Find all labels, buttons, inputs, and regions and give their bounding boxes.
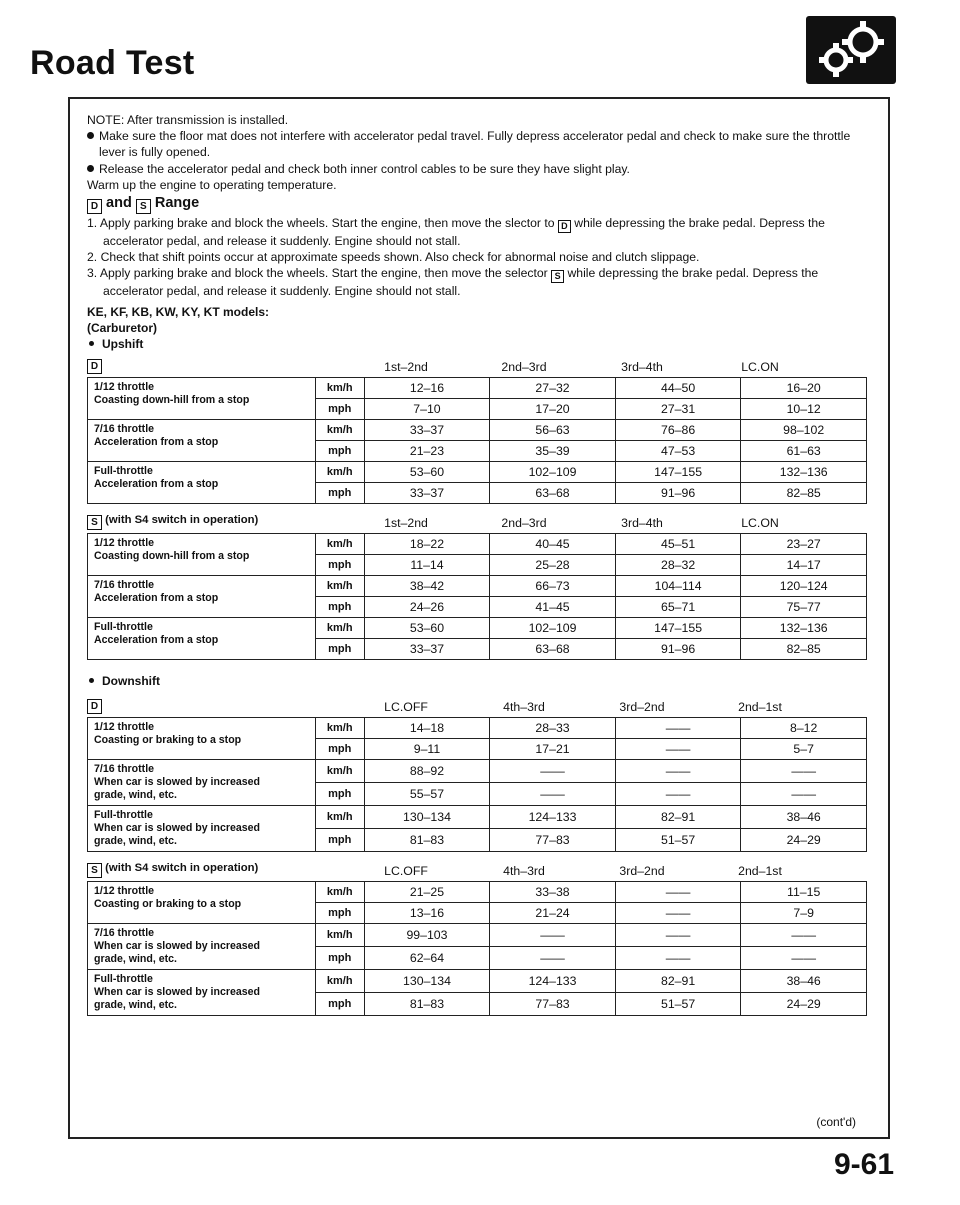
table-row [88,618,867,639]
condition-line: grade, wind, etc. [94,789,178,802]
section-label [87,514,347,530]
s-position-icon: S [136,199,151,214]
value-cell: —— [615,739,741,760]
value-cell: 14–18 [364,718,490,739]
value-cell: 9–11 [364,739,490,760]
unit-cell: mph [315,947,364,970]
condition-line: 1/12 throttle [94,721,155,734]
value-cell: 51–57 [615,829,741,852]
column-header: 1st–2nd [384,360,428,375]
value-cell: 12–16 [364,378,490,399]
column-header-row [87,858,879,878]
step-number: 2. [87,250,101,265]
unit-cell: km/h [315,378,364,399]
column-header: LC.ON [741,360,779,375]
value-cell: 102–109 [490,462,616,483]
value-cell: 24–29 [741,993,867,1016]
condition-line: 7/16 throttle [94,763,155,776]
position-s-icon: S [551,270,564,283]
value-cell: 44–50 [615,378,741,399]
table-row [88,718,867,739]
value-cell: 55–57 [364,783,490,806]
value-cell: 147–155 [615,618,741,639]
unit-cell: km/h [315,534,364,555]
column-header: 2nd–3rd [501,516,547,531]
position-d-icon: D [558,220,571,233]
unit-cell: mph [315,639,364,660]
table-row [88,576,867,597]
value-cell: —— [615,924,741,947]
downshift-d-section [87,694,879,852]
downshift-s-section [87,858,879,1016]
upshift-d-section [87,354,879,504]
condition-line: Full-throttle [94,621,153,634]
table-row [88,760,867,783]
step-number: 1. [87,216,100,231]
condition-line: grade, wind, etc. [94,999,178,1012]
condition-line: Full-throttle [94,973,153,986]
table-row [88,806,867,829]
range-s-icon: S [87,515,102,530]
unit-cell: km/h [315,618,364,639]
value-cell: 63–68 [490,639,616,660]
value-cell: 33–37 [364,639,490,660]
value-cell: 77–83 [490,993,616,1016]
value-cell: 99–103 [364,924,490,947]
value-cell: 21–23 [364,441,490,462]
table-row [88,420,867,441]
value-cell: 11–15 [741,882,867,903]
value-cell: —— [490,924,616,947]
value-cell: 91–96 [615,639,741,660]
condition-cell [88,760,316,806]
value-cell: —— [490,783,616,806]
value-cell: 47–53 [615,441,741,462]
table-row [88,970,867,993]
condition-cell [88,924,316,970]
upshift-s-section [87,510,879,660]
value-cell: 56–63 [490,420,616,441]
condition-line: When car is slowed by increased [94,940,261,953]
value-cell: 14–17 [741,555,867,576]
continued-label: (cont'd) [816,1115,856,1129]
column-header: 3rd–4th [621,360,663,375]
value-cell: 91–96 [615,483,741,504]
condition-line: Full-throttle [94,809,153,822]
section-label [87,862,347,878]
value-cell: 27–31 [615,399,741,420]
value-cell: 82–91 [615,806,741,829]
value-cell: 104–114 [615,576,741,597]
condition-line: When car is slowed by increased [94,986,261,999]
value-cell: 98–102 [741,420,867,441]
unit-cell: km/h [315,970,364,993]
value-cell: 17–21 [490,739,616,760]
condition-cell [88,718,316,760]
condition-line: grade, wind, etc. [94,953,178,966]
table-row [88,882,867,903]
value-cell: 66–73 [490,576,616,597]
value-cell: 82–85 [741,483,867,504]
column-header-row [87,354,879,374]
procedure-steps [87,215,879,300]
value-cell: 40–45 [490,534,616,555]
column-header: LC.OFF [384,864,428,879]
section-label [87,358,347,374]
unit-cell: km/h [315,924,364,947]
unit-cell: km/h [315,882,364,903]
value-cell: —— [741,783,867,806]
value-cell: 27–32 [490,378,616,399]
section-label-text: (with S4 switch in operation) [102,862,259,875]
value-cell: 130–134 [364,806,490,829]
value-cell: 62–64 [364,947,490,970]
condition-cell [88,378,316,420]
value-cell: —— [615,903,741,924]
value-cell: 38–46 [741,970,867,993]
column-header-row [87,694,879,714]
condition-line: When car is slowed by increased [94,776,261,789]
value-cell: 53–60 [364,618,490,639]
condition-line: Coasting down-hill from a stop [94,394,250,407]
value-cell: 124–133 [490,970,616,993]
step-text: while depressing the brake pedal. Depress the accelerator pedal, and release it suddenly. Engine should not stall. [103,266,819,299]
table-row [88,534,867,555]
warm-up-line: Warm up the engine to operating temperature. [87,177,337,192]
value-cell: 11–14 [364,555,490,576]
value-cell: 16–20 [741,378,867,399]
condition-line: 1/12 throttle [94,381,155,394]
condition-line: Coasting or braking to a stop [94,734,242,747]
value-cell: 51–57 [615,993,741,1016]
note-line: NOTE: After transmission is installed. [87,113,289,127]
condition-line: Coasting down-hill from a stop [94,550,250,563]
value-cell: 38–42 [364,576,490,597]
bullet-icon [89,341,94,346]
value-cell: 82–85 [741,639,867,660]
value-cell: 132–136 [741,462,867,483]
condition-line: 1/12 throttle [94,537,155,550]
value-cell: 45–51 [615,534,741,555]
bullet-icon [87,132,94,139]
unit-cell: km/h [315,576,364,597]
condition-line: 7/16 throttle [94,579,155,592]
unit-cell: mph [315,483,364,504]
value-cell: 88–92 [364,760,490,783]
condition-cell [88,970,316,1016]
value-cell: 21–25 [364,882,490,903]
unit-cell: mph [315,829,364,852]
unit-cell: mph [315,739,364,760]
unit-cell: mph [315,783,364,806]
step-text: Apply parking brake and block the wheels. Start the engine, then move the slector to [99,216,558,231]
table-row [88,462,867,483]
gear-transmission-icon [806,16,896,84]
value-cell: 33–37 [364,420,490,441]
unit-cell: mph [315,597,364,618]
value-cell: 18–22 [364,534,490,555]
value-cell: —— [741,947,867,970]
value-cell: 24–29 [741,829,867,852]
value-cell: 75–77 [741,597,867,618]
value-cell: 13–16 [364,903,490,924]
unit-cell: mph [315,993,364,1016]
shift-speed-table [87,881,867,1016]
column-header: 3rd–2nd [619,700,665,715]
value-cell: —— [741,924,867,947]
column-header: 4th–3rd [503,864,545,879]
value-cell: 53–60 [364,462,490,483]
shift-speed-table [87,533,867,660]
column-header-row [87,510,879,530]
downshift-label: Downshift [89,674,879,688]
value-cell: 77–83 [490,829,616,852]
step-text: Apply parking brake and block the wheels. Start the engine, then move the selector [99,266,552,281]
value-cell: 7–10 [364,399,490,420]
value-cell: 63–68 [490,483,616,504]
column-header: 2nd–1st [738,700,782,715]
condition-line: grade, wind, etc. [94,835,178,848]
value-cell: 28–32 [615,555,741,576]
value-cell: 7–9 [741,903,867,924]
step-item [87,215,879,249]
column-header: LC.ON [741,516,779,531]
unit-cell: km/h [315,420,364,441]
road-test-content [87,112,879,1022]
range-d-icon: D [87,699,102,714]
value-cell: 41–45 [490,597,616,618]
value-cell: 35–39 [490,441,616,462]
condition-cell [88,534,316,576]
value-cell: 65–71 [615,597,741,618]
d-position-icon: D [87,199,102,214]
unit-cell: mph [315,441,364,462]
range-heading: D and S Range [87,195,879,214]
value-cell: 81–83 [364,829,490,852]
condition-cell [88,618,316,660]
value-cell: 24–26 [364,597,490,618]
value-cell: —— [615,947,741,970]
range-d-icon: D [87,359,102,374]
value-cell: 8–12 [741,718,867,739]
value-cell: 38–46 [741,806,867,829]
step-text: Check that shift points occur at approximate speeds shown. Also check for abnormal noise and clutch slippage. [100,250,700,265]
bullet-icon [87,165,94,172]
upshift-label: Upshift [89,336,879,352]
unit-cell: mph [315,555,364,576]
value-cell: 17–20 [490,399,616,420]
condition-cell [88,806,316,852]
unit-cell: mph [315,903,364,924]
section-label [87,698,347,714]
intro-text [87,112,879,352]
value-cell: 23–27 [741,534,867,555]
condition-line: Acceleration from a stop [94,478,219,491]
condition-cell [88,882,316,924]
value-cell: 81–83 [364,993,490,1016]
condition-cell [88,462,316,504]
value-cell: 132–136 [741,618,867,639]
value-cell: —— [615,783,741,806]
step-number: 3. [87,266,100,281]
condition-line: 7/16 throttle [94,423,155,436]
value-cell: —— [615,760,741,783]
value-cell: 120–124 [741,576,867,597]
section-label-text: (with S4 switch in operation) [102,514,259,527]
unit-cell: km/h [315,760,364,783]
value-cell: 21–24 [490,903,616,924]
models-label: KE, KF, KB, KW, KY, KT models: (Carburetor) [87,304,270,335]
column-header: LC.OFF [384,700,428,715]
step-item [87,265,879,299]
column-header: 2nd–3rd [501,360,547,375]
condition-line: 1/12 throttle [94,885,155,898]
condition-cell [88,420,316,462]
condition-cell [88,576,316,618]
value-cell: 76–86 [615,420,741,441]
value-cell: 102–109 [490,618,616,639]
step-item [87,249,879,265]
unit-cell: mph [315,399,364,420]
value-cell: —— [615,718,741,739]
condition-line: Acceleration from a stop [94,634,219,647]
range-s-icon: S [87,863,102,878]
value-cell: —— [741,760,867,783]
unit-cell: km/h [315,806,364,829]
bullet-item: Release the accelerator pedal and check both inner control cables to be sure they have slight play. [87,161,879,177]
column-header: 2nd–1st [738,864,782,879]
value-cell: 33–37 [364,483,490,504]
table-row [88,378,867,399]
value-cell: 147–155 [615,462,741,483]
shift-speed-table [87,717,867,852]
unit-cell: km/h [315,462,364,483]
page-number: 9-61 [834,1148,895,1181]
value-cell: 61–63 [741,441,867,462]
column-header: 4th–3rd [503,700,545,715]
column-header: 3rd–4th [621,516,663,531]
page-title: Road Test [30,44,195,82]
column-header: 1st–2nd [384,516,428,531]
shift-speed-table [87,377,867,504]
condition-line: Acceleration from a stop [94,436,219,449]
unit-cell: km/h [315,718,364,739]
condition-line: 7/16 throttle [94,927,155,940]
table-row [88,924,867,947]
value-cell: 124–133 [490,806,616,829]
value-cell: 33–38 [490,882,616,903]
value-cell: 28–33 [490,718,616,739]
bullet-icon [89,678,94,683]
value-cell: 10–12 [741,399,867,420]
value-cell: —— [490,760,616,783]
value-cell: 130–134 [364,970,490,993]
condition-line: Acceleration from a stop [94,592,219,605]
bullet-item: Make sure the floor mat does not interfere with accelerator pedal travel. Fully depress accelerator pedal and check to make sure the throttle lever is fully opened. [87,128,879,160]
condition-line: Coasting or braking to a stop [94,898,242,911]
column-header: 3rd–2nd [619,864,665,879]
condition-line: Full-throttle [94,465,153,478]
value-cell: —— [615,882,741,903]
value-cell: —— [490,947,616,970]
value-cell: 5–7 [741,739,867,760]
value-cell: 25–28 [490,555,616,576]
condition-line: When car is slowed by increased [94,822,261,835]
value-cell: 82–91 [615,970,741,993]
step-text: while depressing the brake pedal. Depress the accelerator pedal, and release it suddenly. Engine should not stall. [103,216,825,249]
